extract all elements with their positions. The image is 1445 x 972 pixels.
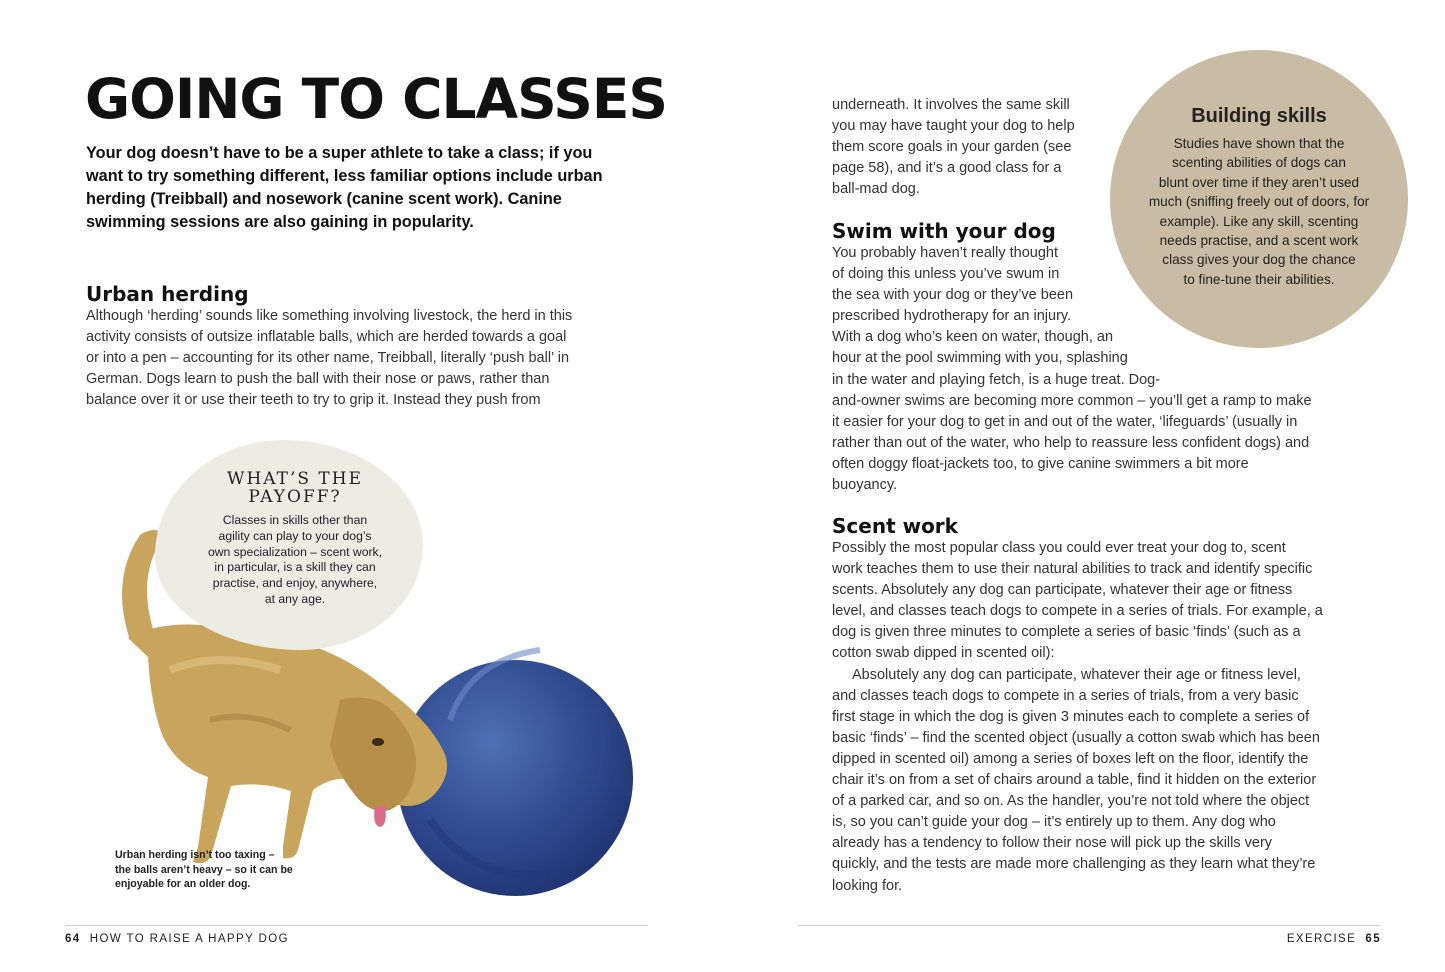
- text-line: work teaches them to use their natural abilities to track and identify specific: [832, 561, 1313, 578]
- text-line: own specialization – scent work,: [207, 544, 383, 559]
- urban-herding-heading: Urban herding: [86, 282, 249, 306]
- text-line: page 58), and it’s a good class for a: [832, 160, 1062, 177]
- text-line: You probably haven’t really thought: [832, 245, 1058, 261]
- text-line: in particular, is a skill they can: [214, 560, 376, 575]
- swim-heading: Swim with your dog: [832, 219, 1056, 243]
- text-line: level, and classes teach dogs to compete in a series of trials. For example, a: [832, 603, 1323, 620]
- text-line: underneath. It involves the same skill: [832, 97, 1070, 113]
- payoff-title: [200, 470, 390, 506]
- text-line: German. Dogs learn to push the ball with their nose or paws, rather than: [86, 371, 550, 388]
- page-number-right: 65: [1365, 933, 1381, 945]
- text-line: you may have taught your dog to help: [832, 118, 1075, 135]
- footer-rule-left: [65, 925, 648, 926]
- text-line: of doing this unless you’ve swum in: [832, 266, 1060, 283]
- text-line: or into a pen – accounting for its other name, Treibball, literally ‘push ball’ in: [86, 350, 570, 367]
- text-line: example). Like any skill, scenting: [1159, 213, 1359, 229]
- payoff-title-line: WHAT’S THE: [226, 469, 363, 489]
- text-line: activity consists of outsize inflatable balls, which are herded towards a goal: [86, 329, 567, 346]
- text-line: in the water and playing fetch, is a huge treat. Dog-: [832, 371, 1161, 388]
- swim-text: [832, 243, 1312, 496]
- text-line: it easier for your dog to get in and out of the water, ‘lifeguards’ (usually in: [832, 413, 1298, 430]
- text-line: scenting abilities of dogs can: [1172, 155, 1346, 171]
- footer-left: [65, 932, 289, 946]
- text-line: already has a tendency to follow their nose will pick up the skills very: [832, 835, 1273, 852]
- text-line: of a parked car, and so on. As the handler, you’re not told where the object: [832, 793, 1310, 810]
- footer-rule-right: [798, 925, 1381, 926]
- text-line: and classes teach dogs to compete in a series of trials, from a very basic: [832, 687, 1299, 704]
- text-line: basic ‘finds’ – find the scented object (usually a cotton swab which has been: [832, 729, 1320, 746]
- text-line: rather than out of the water, who help to reassure less confident dogs) and: [832, 434, 1310, 451]
- text-line: Classes in skills other than: [222, 513, 368, 527]
- text-line: balance over it or use their teeth to try to grip it. Instead they push from: [86, 392, 541, 409]
- section-name: EXERCISE: [1286, 933, 1357, 945]
- text-line: Studies have shown that the: [1173, 136, 1345, 151]
- text-line: Absolutely any dog can participate, whatever their age or fitness level,: [852, 666, 1301, 683]
- footer-right: [1287, 932, 1381, 946]
- text-line: blunt over time if they aren’t used: [1158, 174, 1360, 190]
- text-line: buoyancy.: [832, 477, 898, 494]
- text-line: dipped in scented oil) among a series of boxes left on the floor, identify the: [832, 750, 1309, 767]
- book-title: HOW TO RAISE A HAPPY DOG: [89, 933, 289, 945]
- text-line: and-owner swims are becoming more common – you’ll get a ramp to make: [832, 392, 1312, 409]
- text-line: needs practise, and a scent work: [1159, 233, 1359, 249]
- scent-work-text: [832, 538, 1323, 897]
- text-line: prescribed hydrotherapy for an injury.: [832, 308, 1072, 325]
- page-number-left: 64: [65, 933, 81, 945]
- text-line: cotton swab dipped in scented oil):: [832, 645, 1055, 662]
- text-line: first stage in which the dog is given 3 minutes each to complete a series of: [832, 708, 1310, 725]
- text-line: often doggy float-jackets too, to give canine swimmers a bit more: [832, 455, 1249, 472]
- page-title: GOING TO CLASSES: [85, 67, 668, 131]
- text-line: chair it’s on from a set of chairs around a table, find it hidden on the exterior: [832, 772, 1317, 789]
- text-line: at any age.: [264, 591, 326, 606]
- text-line: dog is given three minutes to complete a series of basic ‘finds’ (such as a: [832, 624, 1301, 641]
- text-line: to fine-tune their abilities.: [1183, 271, 1335, 287]
- scent-work-heading: Scent work: [832, 514, 958, 538]
- text-line: scents. Absolutely any dog can participate, whatever their age or fitness: [832, 582, 1293, 599]
- text-line: class gives your dog the chance: [1162, 252, 1356, 268]
- text-line: practise, and enjoy, anywhere,: [212, 576, 378, 591]
- building-skills-title: Building skills: [1191, 105, 1327, 127]
- intro-paragraph: Your dog doesn’t have to be a super athlete to take a class; if you want to try something different, less familiar options include urban herding (Treibball) and nosework (canine scent work). Canine swimming sessions are also gaining in popularity.: [86, 144, 603, 231]
- caption-line: Urban herding isn’t too taxing –: [115, 849, 275, 861]
- text-line: Possibly the most popular class you could ever treat your dog to, scent: [832, 540, 1286, 556]
- text-line: them score goals in your garden (see: [832, 139, 1072, 156]
- text-line: looking for.: [832, 877, 903, 894]
- caption-line: the balls aren’t heavy – so it can be: [115, 863, 293, 876]
- text-line: the sea with your dog or they’ve been: [832, 287, 1074, 304]
- text-line: ball-mad dog.: [832, 181, 920, 198]
- urban-herding-text: [86, 306, 572, 411]
- text-line: Although ‘herding’ sounds like something involving livestock, the herd in this: [86, 308, 573, 324]
- payoff-title-line: PAYOFF?: [248, 487, 342, 507]
- text-line: hour at the pool swimming with you, splashing: [832, 350, 1128, 367]
- text-line: With a dog who’s keen on water, though, an: [832, 329, 1114, 346]
- text-line: much (sniffing freely out of doors, for: [1148, 194, 1370, 210]
- text-line: agility can play to your dog’s: [218, 528, 372, 543]
- text-line: is, so you can’t guide your dog – it’s entirely up to them. Any dog who: [832, 814, 1276, 831]
- payoff-text: [190, 513, 400, 608]
- caption-line: enjoyable for an older dog.: [115, 878, 251, 890]
- text-line: quickly, and the tests are made more challenging as they learn what they’re: [832, 856, 1316, 873]
- continuation-text: [832, 95, 1075, 200]
- illustration-caption: [115, 848, 293, 892]
